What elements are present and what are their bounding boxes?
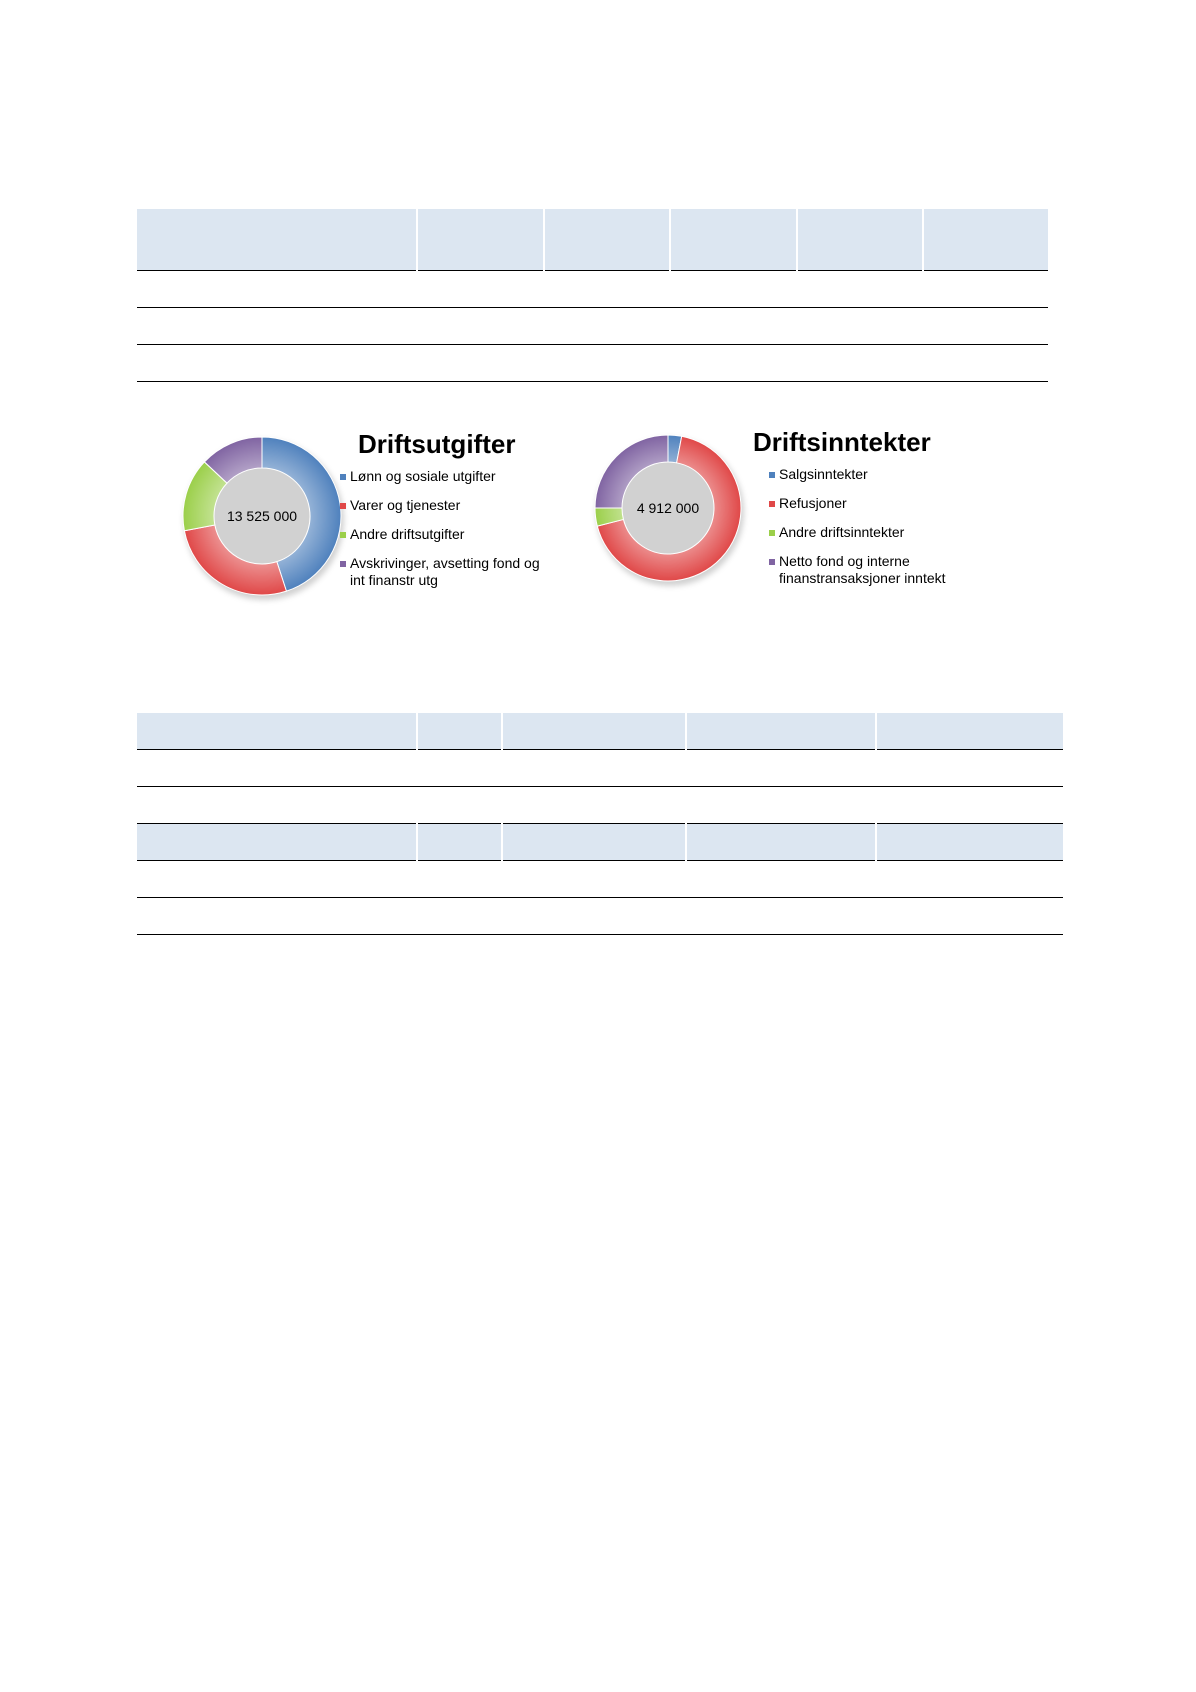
table-row [137, 750, 1063, 787]
chart-center-total: 13 525 000 [226, 508, 298, 524]
table-cell [137, 308, 417, 345]
header-cell [417, 209, 544, 271]
legend-label: finanstransaksjoner inntekt [779, 570, 946, 586]
table-cell [417, 271, 544, 308]
chart-title: Driftsutgifter [358, 429, 516, 459]
table-cell [502, 898, 686, 935]
table-cell [876, 787, 1063, 824]
table-cell [876, 861, 1063, 898]
header-cell [502, 824, 686, 861]
budget-table-top [137, 209, 1048, 382]
legend-swatch [340, 503, 346, 509]
table-cell [137, 271, 417, 308]
chart-center-total: 4 912 000 [636, 500, 700, 516]
table-row [137, 787, 1063, 824]
table-cell [686, 861, 876, 898]
legend-label: Refusjoner [779, 495, 847, 511]
table-cell [417, 787, 502, 824]
legend-swatch [769, 501, 775, 507]
legend-label: Andre driftsinntekter [779, 524, 905, 540]
table-row [137, 898, 1063, 935]
header-cell [876, 824, 1063, 861]
table-cell [544, 345, 670, 382]
table-row [137, 345, 1048, 382]
legend-label: int finanstr utg [350, 572, 438, 588]
legend-swatch [340, 561, 346, 567]
header-cell [544, 209, 670, 271]
table-cell [137, 861, 417, 898]
header-cell [137, 209, 417, 271]
table-cell [417, 750, 502, 787]
table-cell [670, 345, 797, 382]
header-cell [417, 824, 502, 861]
table-cell [686, 750, 876, 787]
table-cell [670, 308, 797, 345]
table-cell [876, 898, 1063, 935]
table-cell [502, 861, 686, 898]
header-cell [137, 824, 417, 861]
table-cell [797, 308, 923, 345]
legend-label: Lønn og sosiale utgifter [350, 468, 496, 484]
legend-label: Avskrivinger, avsetting fond og [350, 555, 540, 571]
legend-swatch [769, 472, 775, 478]
table-cell [923, 345, 1048, 382]
legend-swatch [769, 530, 775, 536]
legend-label: Netto fond og interne [779, 553, 910, 569]
table-cell [686, 898, 876, 935]
table-cell [137, 898, 417, 935]
legend-label: Salgsinntekter [779, 466, 868, 482]
legend-label: Varer og tjenester [350, 497, 461, 513]
header-cell [686, 824, 876, 861]
chart-title: Driftsinntekter [753, 427, 931, 457]
table-header-row [137, 824, 1063, 861]
table-header-row [137, 713, 1063, 750]
table-row [137, 271, 1048, 308]
table-cell [137, 345, 417, 382]
legend-swatch [340, 532, 346, 538]
table-cell [923, 308, 1048, 345]
table-cell [137, 787, 417, 824]
table-cell [544, 308, 670, 345]
table-row [137, 861, 1063, 898]
table-cell [670, 271, 797, 308]
header-cell [797, 209, 923, 271]
legend-swatch [769, 559, 775, 565]
table-cell [686, 787, 876, 824]
header-cell [502, 713, 686, 750]
legend-swatch [340, 474, 346, 480]
legend-label: Andre driftsutgifter [350, 526, 465, 542]
table-cell [544, 271, 670, 308]
table-cell [417, 308, 544, 345]
header-cell [670, 209, 797, 271]
table-cell [502, 787, 686, 824]
budget-table-bottom [137, 713, 1063, 935]
table-cell [502, 750, 686, 787]
table-cell [797, 345, 923, 382]
table-cell [137, 750, 417, 787]
header-cell [137, 713, 417, 750]
driftsinntekter-chart [570, 415, 990, 605]
header-cell [417, 713, 502, 750]
table-header-row [137, 209, 1048, 271]
table-cell [876, 750, 1063, 787]
table-cell [417, 898, 502, 935]
header-cell [876, 713, 1063, 750]
table-cell [417, 345, 544, 382]
driftsutgifter-chart [160, 415, 580, 605]
table-row [137, 308, 1048, 345]
table-cell [797, 271, 923, 308]
table-cell [923, 271, 1048, 308]
header-cell [686, 713, 876, 750]
table-cell [417, 861, 502, 898]
header-cell [923, 209, 1048, 271]
